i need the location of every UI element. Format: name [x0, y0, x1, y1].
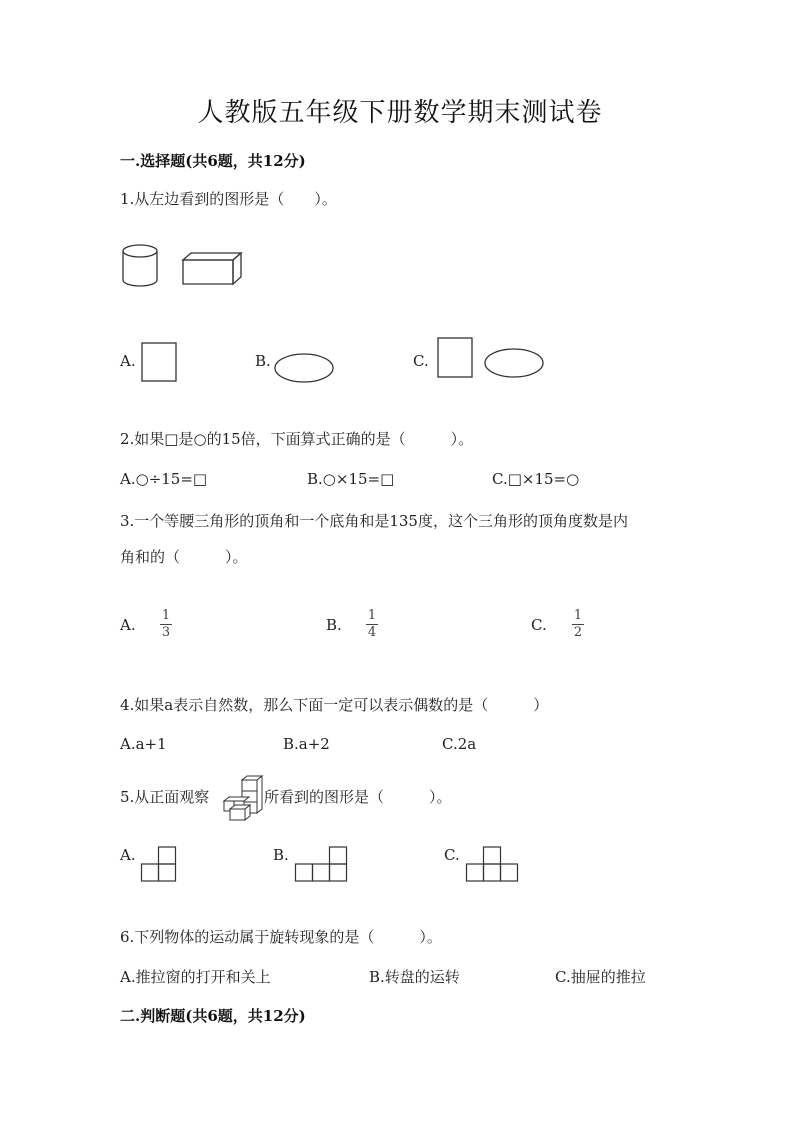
q1-option-a-label: A. [120, 352, 136, 370]
question-3-text-line1: 3.一个等腰三角形的顶角和一个底角和是135度，这个三角形的顶角度数是内 [120, 512, 628, 530]
q1-option-b-ellipse [273, 352, 335, 384]
q5-option-a-label: A. [120, 846, 136, 864]
question-6-text: 6.下列物体的运动属于旋转现象的是（ ）。 [120, 928, 442, 946]
q3-option-c-fraction: 1 2 [573, 608, 583, 640]
q1-option-b-label: B. [255, 352, 271, 370]
question-5-text-before: 5.从正面观察 [120, 788, 210, 806]
question-5-text-after: 所看到的图形是（ ）。 [264, 788, 452, 806]
q3-option-b-label: B. [326, 616, 342, 634]
q1-option-c-label: C. [413, 352, 429, 370]
q3-option-c-label: C. [531, 616, 547, 634]
q4-option-a: A.a+1 [120, 735, 167, 753]
q1-option-c-rectangle-ellipse [436, 336, 548, 380]
section-heading-choice: 一.选择题(共6题，共12分) [120, 152, 306, 170]
q6-option-b: B.转盘的运转 [369, 968, 460, 986]
cuboid-figure [180, 250, 246, 288]
q5-option-b-squares [294, 846, 350, 884]
q5-option-b-label: B. [273, 846, 289, 864]
question-1-text: 1.从左边看到的图形是（ ）。 [120, 190, 337, 208]
q1-option-a-rectangle [141, 342, 177, 382]
question-2-text: 2.如果□是○的15倍，下面算式正确的是（ ）。 [120, 430, 474, 448]
q5-option-c-label: C. [444, 846, 460, 864]
q3-option-b-fraction: 1 4 [367, 608, 377, 640]
q2-option-b: B.○×15=□ [307, 470, 395, 488]
cube-stack-figure [220, 773, 266, 823]
q5-option-c-squares [465, 846, 521, 884]
q2-option-a: A.○÷15=□ [120, 470, 208, 488]
q6-option-a: A.推拉窗的打开和关上 [120, 968, 271, 986]
question-3-text-line2: 角和的（ ）。 [120, 548, 248, 566]
question-4-text: 4.如果a表示自然数，那么下面一定可以表示偶数的是（ ） [120, 696, 549, 714]
q4-option-c: C.2a [442, 735, 477, 753]
q3-option-a-label: A. [120, 616, 136, 634]
cylinder-figure [120, 243, 170, 289]
q6-option-c: C.抽屉的推拉 [555, 968, 646, 986]
page-title: 人教版五年级下册数学期末测试卷 [197, 98, 603, 128]
q2-option-c: C.□×15=○ [492, 470, 580, 488]
q3-option-a-fraction: 1 3 [161, 608, 171, 640]
q4-option-b: B.a+2 [283, 735, 330, 753]
q5-option-a-squares [140, 846, 178, 884]
section-heading-judgement: 二.判断题(共6题，共12分) [120, 1007, 306, 1025]
